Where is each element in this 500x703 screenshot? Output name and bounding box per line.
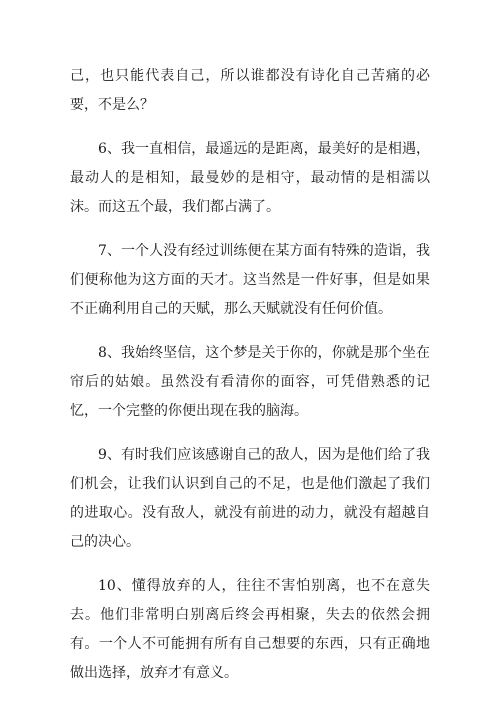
paragraph-item-10: 10、懂得放弃的人，往往不害怕别离，也不在意失去。他们非常明白别离后终会再相聚，失去的依然会拥有。一个人不可能拥有所有自己想要的东西，只有正确地做出选择，放弃才有意义。 [70,578,430,681]
paragraph-item-7: 7、一个人没有经过训练便在某方面有特殊的造诣，我们便称他为这方面的天才。这当然是一件好事，但是如果不正确利用自己的天赋，那么天赋就没有任何价值。 [70,243,430,317]
paragraph-item-8: 8、我始终坚信，这个梦是关于你的，你就是那个坐在帘后的姑娘。虽然没有看清你的面容，可凭借熟悉的记忆，一个完整的你便出现在我的脑海。 [70,345,430,419]
document-body [70,62,430,703]
paragraph-continuation: 己，也只能代表自己，所以谁都没有诗化自己苦痛的必要，不是么？ [70,68,430,113]
paragraph-item-6: 6、我一直相信，最遥远的是距离，最美好的是相遇，最动人的是相知，最曼妙的是相守，最动情的是相濡以沫。而这五个最，我们都占满了。 [70,141,430,215]
paragraph-item-9: 9、有时我们应该感谢自己的敌人，因为是他们给了我们机会，让我们认识到自己的不足，也是他们激起了我们的进取心。没有敌人，就没有前进的动力，就没有超越自己的决心。 [70,447,430,550]
